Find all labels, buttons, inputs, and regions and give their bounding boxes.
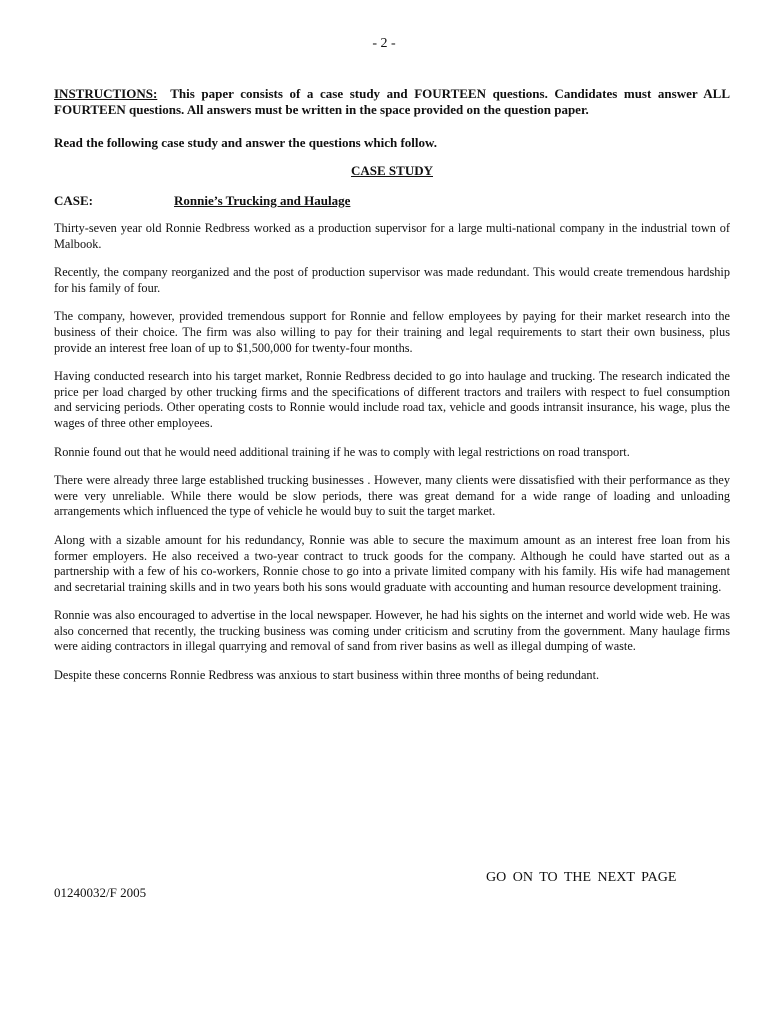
next-page-notice: GO ON TO THE NEXT PAGE <box>486 870 677 885</box>
instructions-text: This paper consists of a case study and FOURTEEN questions. Candidates must answer ALL FOURTEEN questions. All answers must be written in the space provided on the question paper. <box>54 86 730 117</box>
paragraph: Thirty-seven year old Ronnie Redbress worked as a production supervisor for a large multi-national company in the industrial town of Malbook. <box>54 221 730 251</box>
instructions <box>54 86 730 118</box>
case-heading <box>54 193 730 209</box>
paragraph: Having conducted research into his target market, Ronnie Redbress decided to go into haulage and trucking. The research indicated the price per load charged by other trucking firms and the specifications of different tractors and trailers with respect to fuel consumption and servicing periods. Other operating costs to Ronnie would include road tax, vehicle and goods intransit insurance, his wage, plus the wages of three other employees. <box>54 369 730 430</box>
case-study-heading: CASE STUDY <box>351 163 433 178</box>
page-content <box>54 86 730 684</box>
case-title: Ronnie’s Trucking and Haulage <box>174 193 351 208</box>
paragraph: Despite these concerns Ronnie Redbress was anxious to start business within three months of being redundant. <box>54 668 600 683</box>
paragraph: Recently, the company reorganized and the post of production supervisor was made redundant. This would create tremendous hardship for his family of four. <box>54 265 730 295</box>
paragraph: There were already three large established trucking businesses . However, many clients were dissatisfied with their performance as they were very unreliable. While there would be slow periods, there was great demand for a wide range of loading and unloading arrangements which influenced the type of vehicle he would buy to suit the target market. <box>54 473 730 519</box>
paragraph: Ronnie found out that he would need additional training if he was to comply with legal restrictions on road transport. <box>54 444 630 459</box>
paragraph: Ronnie was also encouraged to advertise in the local newspaper. However, he had his sights on the internet and world wide web. He was also concerned that recently, the trucking business was coming under criticism and scrutiny from the government. Many haulage firms were aiding contractors in illegal quarrying and removal of sand from river basins as well as illegal dumping of waste. <box>54 608 730 654</box>
instructions-label: INSTRUCTIONS: <box>54 86 158 101</box>
case-label: CASE: <box>54 193 94 208</box>
read-instruction: Read the following case study and answer the questions which follow. <box>54 135 437 150</box>
page-number: - 2 - <box>372 36 396 51</box>
paragraph: The company, however, provided tremendous support for Ronnie and fellow employees by paying for their market research into the business of their choice. The firm was also willing to pay for their training and legal requirements to start their own business, plus provide an interest free loan of up to $1,500,000 for twenty-four months. <box>54 309 730 355</box>
paper-code: 01240032/F 2005 <box>54 885 147 900</box>
paragraph: Along with a sizable amount for his redundancy, Ronnie was able to secure the maximum amount as an interest free loan from his former employers. He also received a two-year contract to truck goods for the company. Although he could have started out as a partnership with a few of his co-workers, Ronnie chose to go into a private limited company with his family. His wife had management and secretarial training skills and in two years both his sons would graduate with accounting and human resource development training. <box>54 532 730 594</box>
